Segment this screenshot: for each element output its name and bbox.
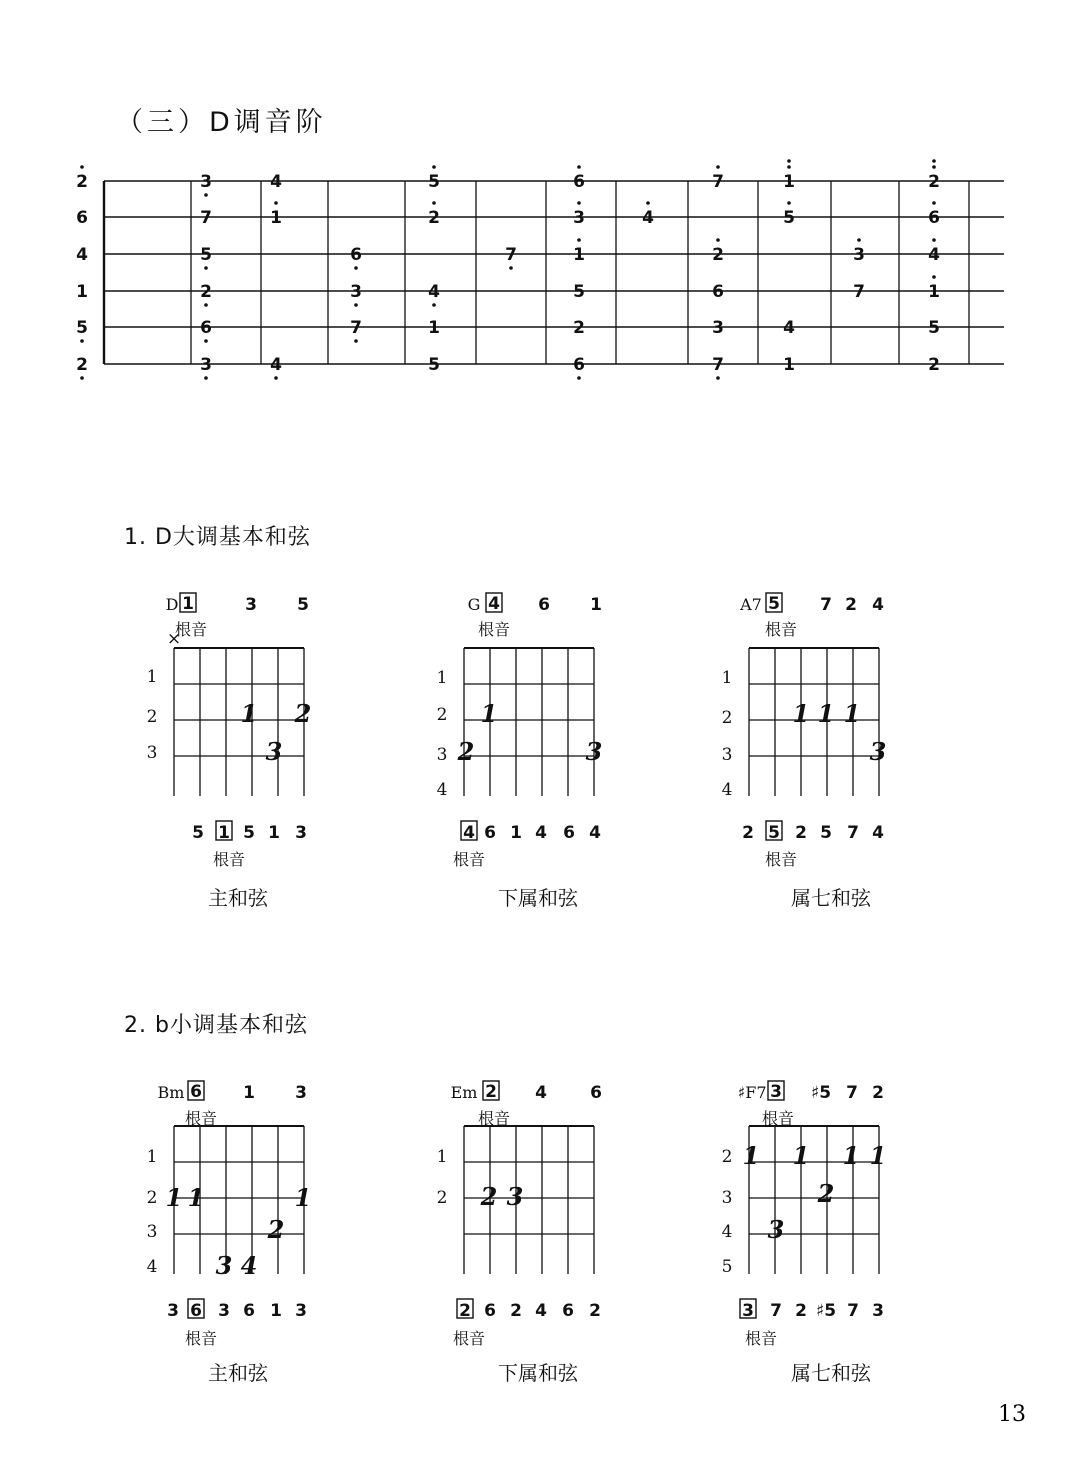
page-title: （三）D调音阶 (116, 107, 327, 138)
scale-note: 5 (200, 245, 212, 265)
octave-dot (932, 238, 936, 242)
octave-dot (274, 201, 278, 205)
finger-number: 3 (506, 1182, 524, 1211)
string-note: 3 (167, 1301, 179, 1321)
page-number: 13 (998, 1402, 1026, 1427)
fret-number: 3 (721, 745, 733, 765)
scale-note: 7 (350, 318, 362, 338)
octave-dot (204, 303, 208, 307)
octave-dot (716, 376, 720, 380)
octave-dot (577, 201, 581, 205)
scale-note: 1 (783, 355, 795, 375)
root-label: 根音 (452, 850, 486, 869)
scale-note: 1 (270, 208, 282, 228)
octave-dot (80, 339, 84, 343)
finger-number: 1 (792, 699, 810, 728)
chord-caption: 下属和弦 (498, 886, 578, 910)
chord-name: Bm (157, 1083, 185, 1102)
root-label: 根音 (174, 620, 208, 639)
root-label: 根音 (184, 1329, 218, 1348)
fret-number: 2 (721, 1147, 733, 1167)
fret-number: 4 (721, 1222, 733, 1242)
finger-number: 1 (842, 1141, 860, 1170)
octave-dot (716, 238, 720, 242)
finger-number: 1 (817, 699, 835, 728)
finger-number: 2 (457, 737, 475, 766)
octave-dot (857, 238, 861, 242)
scale-note: 7 (200, 208, 212, 228)
string-note: 2 (459, 1301, 471, 1321)
fret-number: 2 (146, 707, 158, 727)
string-note: 2 (795, 823, 807, 843)
scale-note: 3 (200, 172, 212, 192)
string-note: 1 (270, 1301, 282, 1321)
chord-tone: 3 (245, 595, 257, 615)
fret-number: 3 (436, 745, 448, 765)
root-label: 根音 (744, 1329, 778, 1348)
octave-dot (646, 201, 650, 205)
string-note: 1 (510, 823, 522, 843)
chord-caption: 主和弦 (208, 1361, 268, 1385)
chord-caption: 下属和弦 (498, 1361, 578, 1385)
fret-number: 1 (436, 668, 448, 688)
scale-note: 5 (573, 282, 585, 302)
octave-dot (274, 376, 278, 380)
string-note: 4 (535, 1301, 547, 1321)
finger-number: 4 (240, 1251, 258, 1280)
chord-tone: 7 (846, 1083, 858, 1103)
string-note: 2 (589, 1301, 601, 1321)
string-note: 3 (218, 1301, 230, 1321)
chord-root-note: 1 (182, 594, 194, 614)
scale-note: 1 (573, 245, 585, 265)
scale-string-label: 4 (76, 245, 88, 265)
finger-number: 3 (869, 737, 887, 766)
string-note: 5 (820, 823, 832, 843)
scale-note: 5 (783, 208, 795, 228)
finger-number: 3 (585, 737, 603, 766)
string-note: 7 (847, 823, 859, 843)
chord-tone: 2 (845, 595, 857, 615)
scale-note: 4 (270, 172, 282, 192)
chord-tone: 1 (590, 595, 602, 615)
fret-number: 1 (436, 1147, 448, 1167)
string-note: 6 (484, 1301, 496, 1321)
finger-number: 2 (480, 1182, 498, 1211)
octave-dot (932, 159, 936, 163)
chord-name: D (165, 595, 179, 614)
string-note: 6 (484, 823, 496, 843)
octave-dot (932, 275, 936, 279)
scale-string-label: 6 (76, 208, 88, 228)
string-note: 4 (589, 823, 601, 843)
scale-note: 3 (350, 282, 362, 302)
string-note: 4 (872, 823, 884, 843)
chord-name: Em (450, 1083, 478, 1102)
chord-name: ♯F7 (737, 1083, 767, 1102)
string-note: 6 (190, 1301, 202, 1321)
octave-dot (932, 201, 936, 205)
chord-name: A7 (740, 595, 762, 614)
chord-name: G (467, 595, 481, 614)
scale-note: 2 (200, 282, 212, 302)
finger-number: 1 (869, 1141, 887, 1170)
chord-diagram (722, 593, 887, 910)
fret-number: 1 (146, 1147, 158, 1167)
finger-number: 3 (767, 1215, 785, 1244)
chord-diagram (147, 1081, 312, 1385)
finger-number: 1 (165, 1183, 183, 1212)
octave-dot (354, 266, 358, 270)
scale-note: 4 (428, 282, 440, 302)
scale-note: 2 (928, 355, 940, 375)
string-note: 7 (847, 1301, 859, 1321)
string-note: 5 (243, 823, 255, 843)
scale-note: 1 (928, 282, 940, 302)
octave-dot (787, 165, 791, 169)
finger-number: 3 (215, 1251, 233, 1280)
scale-note: 6 (573, 355, 585, 375)
fret-number: 1 (721, 668, 733, 688)
chord-root-note: 4 (488, 594, 500, 614)
string-note: 4 (463, 823, 475, 843)
finger-number: 3 (265, 737, 283, 766)
string-note: 2 (795, 1301, 807, 1321)
fret-number: 1 (146, 667, 158, 687)
octave-dot (204, 376, 208, 380)
octave-dot (432, 303, 436, 307)
octave-dot (204, 193, 208, 197)
octave-dot (80, 165, 84, 169)
finger-number: 2 (294, 699, 312, 728)
scale-note: 7 (712, 355, 724, 375)
chord-tone: 1 (243, 1083, 255, 1103)
fret-number: 2 (146, 1188, 158, 1208)
chord-diagram (437, 1081, 602, 1385)
chord-root-note: 5 (768, 594, 780, 614)
scale-string-label: 5 (76, 318, 88, 338)
root-label: 根音 (452, 1329, 486, 1348)
octave-dot (509, 266, 513, 270)
string-note: 1 (268, 823, 280, 843)
scale-note: 3 (853, 245, 865, 265)
chord-tone: 6 (590, 1083, 602, 1103)
chord-caption: 属七和弦 (791, 886, 871, 910)
chord-tone: 6 (538, 595, 550, 615)
root-label: 根音 (212, 850, 246, 869)
scale-fretboard (76, 159, 1004, 380)
root-label: 根音 (764, 620, 798, 639)
scale-note: 4 (270, 355, 282, 375)
scale-note: 1 (428, 318, 440, 338)
fret-number: 4 (146, 1257, 158, 1277)
scale-note: 6 (200, 318, 212, 338)
string-note: 2 (742, 823, 754, 843)
scale-note: 6 (712, 282, 724, 302)
root-label: 根音 (477, 620, 511, 639)
chord-root-note: 2 (485, 1082, 497, 1102)
string-note: 7 (770, 1301, 782, 1321)
octave-dot (80, 376, 84, 380)
string-note: 6 (243, 1301, 255, 1321)
string-note: 3 (295, 1301, 307, 1321)
octave-dot (354, 339, 358, 343)
scale-note: 2 (712, 245, 724, 265)
chord-tone: 4 (535, 1083, 547, 1103)
scale-note: 7 (853, 282, 865, 302)
fret-number: 4 (436, 780, 448, 800)
scale-note: 1 (783, 172, 795, 192)
scale-note: 4 (928, 245, 940, 265)
string-note: 3 (295, 823, 307, 843)
octave-dot (787, 201, 791, 205)
chord-root-note: 6 (190, 1082, 202, 1102)
finger-number: 2 (267, 1215, 285, 1244)
root-label: 根音 (184, 1109, 218, 1128)
octave-dot (354, 303, 358, 307)
section-heading-major: 1. D大调基本和弦 (124, 525, 311, 550)
scale-string-label: 1 (76, 282, 88, 302)
scale-note: 3 (573, 208, 585, 228)
finger-number: 1 (742, 1141, 760, 1170)
string-note: ♯5 (815, 1301, 837, 1321)
chord-tone: 4 (872, 595, 884, 615)
music-diagrams (16, 14, 1062, 1454)
fret-number: 2 (436, 705, 448, 725)
chord-caption: 主和弦 (208, 886, 268, 910)
fret-number: 3 (146, 743, 158, 763)
scale-note: 5 (428, 355, 440, 375)
scale-string-label: 2 (76, 172, 88, 192)
string-note: 3 (742, 1301, 754, 1321)
chord-caption: 属七和弦 (791, 1361, 871, 1385)
octave-dot (432, 165, 436, 169)
fret-number: 3 (721, 1188, 733, 1208)
octave-dot (204, 339, 208, 343)
chord-diagram (722, 1081, 887, 1385)
octave-dot (932, 165, 936, 169)
scale-note: 4 (642, 208, 654, 228)
fret-number: 2 (436, 1188, 448, 1208)
chord-root-note: 3 (770, 1082, 782, 1102)
scale-note: 2 (928, 172, 940, 192)
octave-dot (432, 201, 436, 205)
root-label: 根音 (764, 850, 798, 869)
finger-number: 1 (843, 699, 861, 728)
octave-dot (577, 376, 581, 380)
root-label: 根音 (477, 1109, 511, 1128)
fret-number: 5 (721, 1257, 733, 1277)
string-note: 4 (535, 823, 547, 843)
scale-note: 3 (200, 355, 212, 375)
finger-number: 1 (480, 699, 498, 728)
string-note: 2 (510, 1301, 522, 1321)
scale-note: 2 (428, 208, 440, 228)
string-note: 3 (872, 1301, 884, 1321)
scale-note: 2 (573, 318, 585, 338)
string-note: 6 (562, 1301, 574, 1321)
finger-number: 1 (187, 1183, 205, 1212)
scale-note: 7 (712, 172, 724, 192)
scale-note: 6 (928, 208, 940, 228)
scale-note: 5 (428, 172, 440, 192)
octave-dot (716, 165, 720, 169)
book-page (16, 14, 1062, 1454)
octave-dot (787, 159, 791, 163)
finger-number: 1 (240, 699, 258, 728)
scale-note: 6 (573, 172, 585, 192)
scale-note: 4 (783, 318, 795, 338)
scale-string-label: 2 (76, 355, 88, 375)
scale-note: 3 (712, 318, 724, 338)
chord-tone: 5 (297, 595, 309, 615)
chord-tone: 2 (872, 1083, 884, 1103)
chord-diagram (437, 593, 603, 910)
finger-number: 1 (294, 1183, 312, 1212)
chord-tone: 3 (295, 1083, 307, 1103)
string-note: 6 (563, 823, 575, 843)
finger-number: 1 (792, 1141, 810, 1170)
fret-number: 4 (721, 780, 733, 800)
chord-diagram (147, 593, 312, 910)
finger-number: 2 (817, 1179, 835, 1208)
string-note: 1 (218, 823, 230, 843)
chord-tone: 7 (820, 595, 832, 615)
string-note: 5 (192, 823, 204, 843)
string-note: 5 (768, 823, 780, 843)
octave-dot (204, 266, 208, 270)
section-heading-minor: 2. b小调基本和弦 (124, 1013, 308, 1038)
scale-note: 7 (505, 245, 517, 265)
scale-note: 5 (928, 318, 940, 338)
root-label: 根音 (761, 1109, 795, 1128)
fret-number: 2 (721, 708, 733, 728)
octave-dot (577, 238, 581, 242)
octave-dot (577, 165, 581, 169)
muted-string-mark: × (166, 629, 182, 649)
fret-number: 3 (146, 1222, 158, 1242)
chord-tone: ♯5 (810, 1083, 832, 1103)
scale-note: 6 (350, 245, 362, 265)
